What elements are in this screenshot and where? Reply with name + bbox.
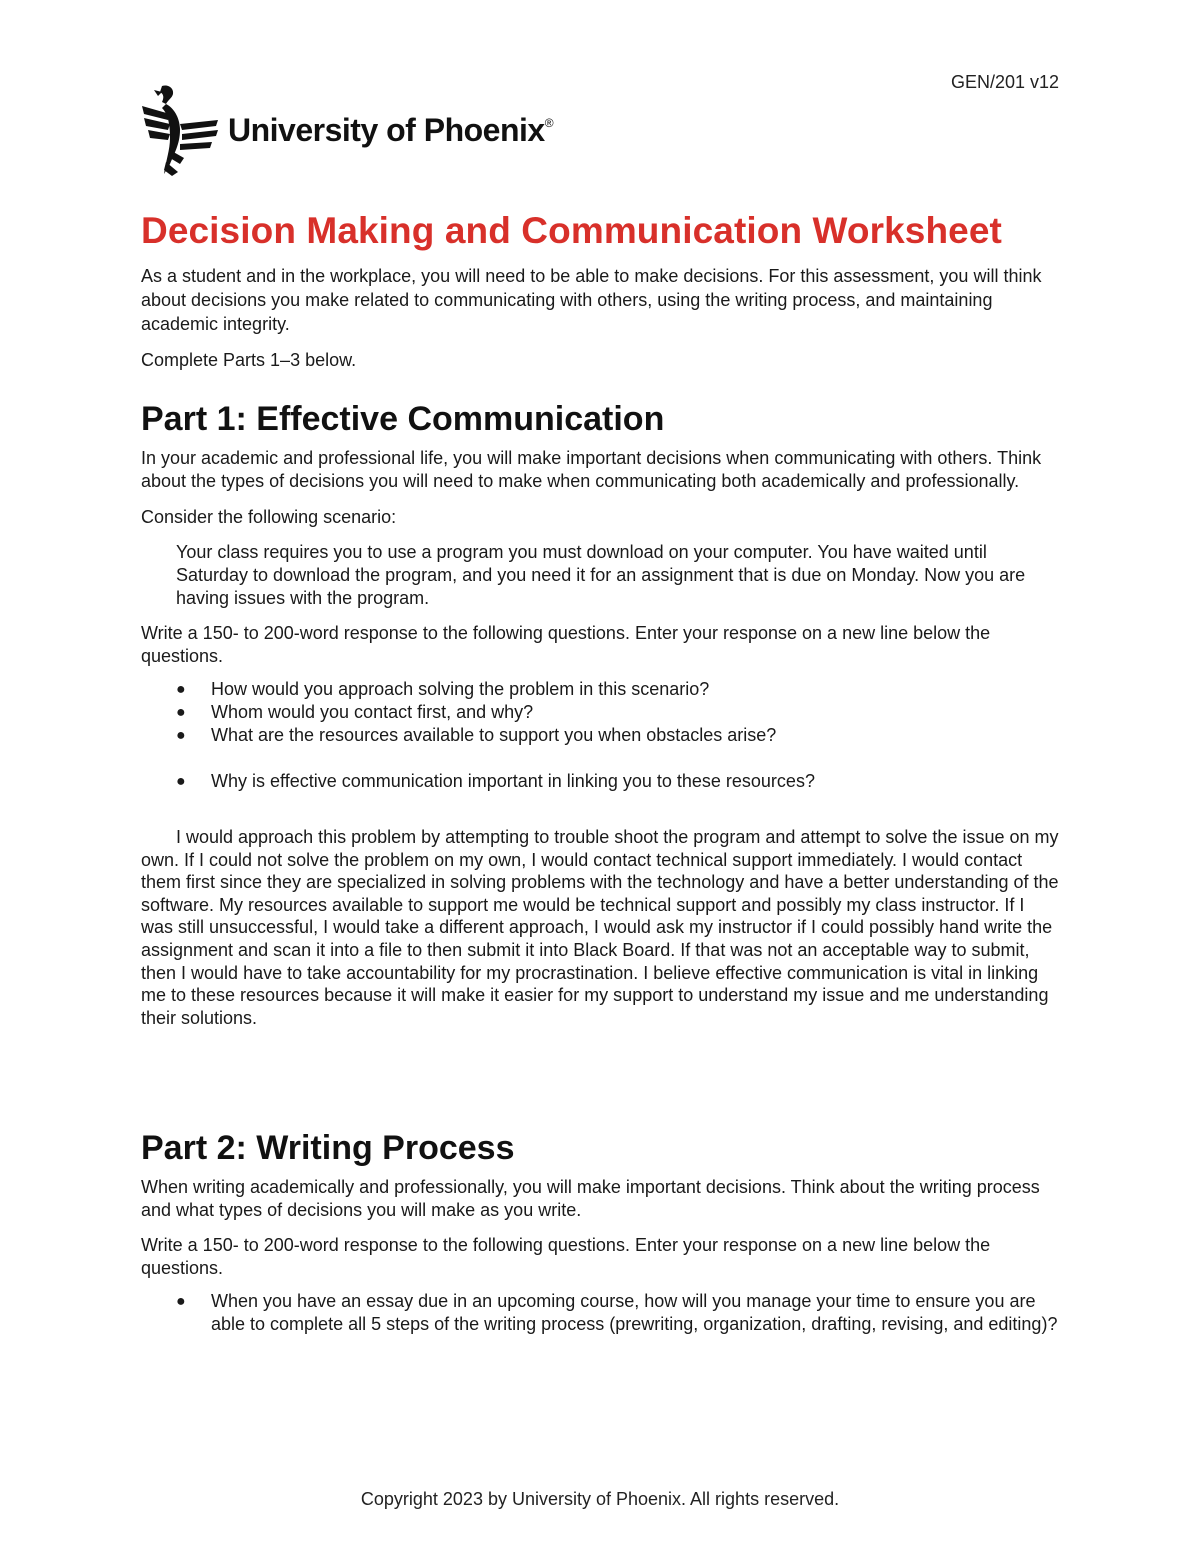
bullet-dot-icon: ●	[176, 1293, 186, 1311]
list-item	[141, 1290, 1061, 1336]
part2-section	[141, 1129, 1061, 1336]
question-text: What are the resources available to support you when obstacles arise?	[211, 725, 777, 745]
part2-description: When writing academically and professionally, you will make important decisions. Think about the writing process and what types of decisions you will make as you write.	[141, 1177, 1040, 1221]
part2-heading: Part 2: Writing Process	[141, 1129, 515, 1168]
university-logo	[140, 84, 553, 176]
phoenix-bird-icon	[140, 84, 220, 176]
logo-wordmark	[228, 112, 553, 149]
intro-paragraph: As a student and in the workplace, you will need to be able to make decisions. For this assessment, you will think about decisions you make related to communicating with others, using the writing process, and maintaining academic integrity.	[141, 266, 1042, 334]
list-item	[141, 770, 1061, 793]
question-text: How would you approach solving the problem in this scenario?	[211, 679, 710, 699]
list-item	[141, 701, 1061, 724]
scenario-text: Your class requires you to use a program you must download on your computer. You have waited until Saturday to download the program, and you need it for an assignment that is due on Monday. Now you are having issues with the program.	[176, 542, 1026, 608]
part1-question-list	[141, 678, 1061, 793]
bullet-dot-icon: ●	[176, 681, 186, 698]
page-title: Decision Making and Communication Worksheet	[141, 210, 1002, 251]
intro-instruction: Complete Parts 1–3 below.	[141, 350, 357, 370]
part1-prompt: Write a 150- to 200-word response to the following questions. Enter your response on a new line below the questions.	[141, 623, 991, 666]
document-code: GEN/201 v12	[950, 72, 1059, 92]
document-body	[141, 210, 1061, 1336]
list-item	[141, 724, 1061, 747]
part2-prompt: Write a 150- to 200-word response to the following questions. Enter your response on a new line below the questions.	[141, 1235, 991, 1279]
part1-description: In your academic and professional life, you will make important decisions when communicating with others. Think about the types of decisions you will need to make when communicating both academically and professionally.	[141, 448, 1042, 491]
part2-question-list	[141, 1290, 1061, 1336]
bullet-dot-icon: ●	[176, 773, 186, 790]
question-text: Why is effective communication important in linking you to these resources?	[211, 771, 815, 791]
list-item	[141, 678, 1061, 701]
bullet-dot-icon: ●	[176, 727, 186, 744]
question-text: When you have an essay due in an upcoming course, how will you manage your time to ensure you are able to complete all 5 steps of the writing process (prewriting, organization, drafting, revising, and editing)?	[211, 1291, 1058, 1335]
copyright-footer: Copyright 2023 by University of Phoenix. All rights reserved.	[360, 1489, 840, 1509]
question-text: Whom would you contact first, and why?	[211, 702, 534, 722]
part1-section	[141, 400, 1061, 1029]
part1-heading: Part 1: Effective Communication	[141, 400, 665, 438]
part1-response: I would approach this problem by attempting to trouble shoot the program and attempt to solve the issue on my own. If I could not solve the problem on my own, I would contact technical support immediately. I would contact them first since they are specialized in solving problems with the technology and have a better understanding of the software. My resources available to support me would be technical support and possibly my class instructor. If I was still unsuccessful, I would take a different approach, I would ask my instructor if I could possibly hand write the assignment and scan it into a file to then submit it into Black Board. If that was not an acceptable way to submit, then I would have to take accountability for my procrastination. I believe effective communication is vital in linking me to these resources because it will make it easier for my support to understand my issue and me understanding their solutions.	[141, 827, 1059, 1028]
logo-wordmark-text: University of Phoenix	[228, 111, 545, 148]
scenario-label: Consider the following scenario:	[141, 507, 397, 527]
bullet-dot-icon: ●	[176, 704, 186, 721]
registered-mark: ®	[544, 115, 554, 130]
